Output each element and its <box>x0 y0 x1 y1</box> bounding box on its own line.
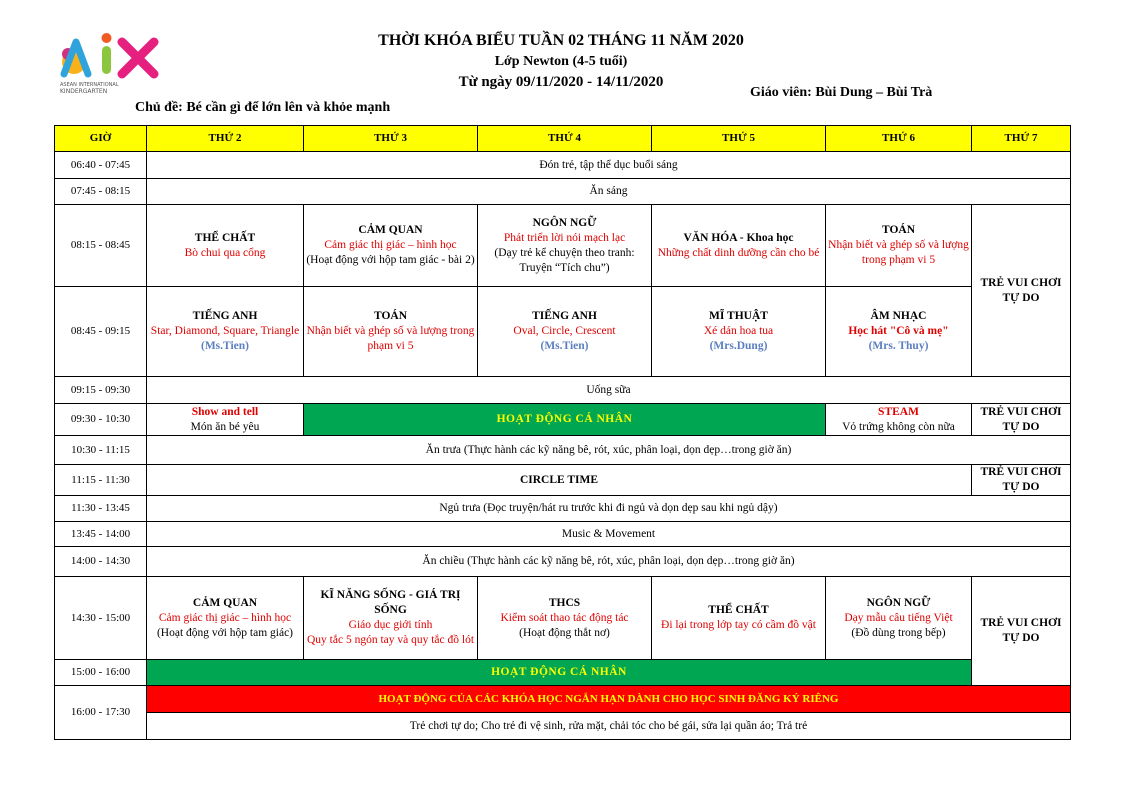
lesson-teacher: (Ms.Tien) <box>540 340 589 352</box>
time-cell: 08:15 - 08:45 <box>55 205 147 287</box>
table-row <box>55 686 1071 713</box>
lesson-topic: Show and tell <box>191 405 259 418</box>
col-mon: THỨ 2 <box>147 126 304 152</box>
col-sat: THỨ 7 <box>972 126 1071 152</box>
lesson-title: NGÔN NGỮ <box>866 596 931 609</box>
topic: Chủ đề: Bé cần gì để lớn lên và khỏe mạnh <box>135 100 391 115</box>
lesson-topic: Học hát "Cô và mẹ" <box>848 325 949 337</box>
table-row <box>55 436 1071 465</box>
circle-time-cell: CIRCLE TIME <box>147 465 972 496</box>
lesson-topic: Bò chui qua cổng <box>184 246 266 259</box>
lesson-cell <box>147 404 304 436</box>
lesson-title: TOÁN <box>881 224 916 236</box>
lesson-note: Vỏ trứng không còn nữa <box>842 420 955 433</box>
lesson-title: NGÔN NGỮ <box>532 216 597 229</box>
lesson-note: (Hoạt động thắt nơ) <box>519 626 610 639</box>
table-row <box>55 522 1071 547</box>
table-row <box>55 287 1071 377</box>
lesson-topic: Những chất dinh dưỡng cần cho bé <box>657 246 820 259</box>
lesson-note: (Đồ dùng trong bếp) <box>851 626 946 639</box>
lesson-title: THCS <box>548 596 581 609</box>
table-row <box>55 547 1071 577</box>
lesson-cell <box>478 287 652 377</box>
lesson-cell <box>147 287 304 377</box>
lesson-teacher: (Mrs. Thuy) <box>868 340 929 352</box>
lesson-topic: Star, Diamond, Square, Triangle <box>150 325 300 337</box>
lesson-cell <box>304 287 478 377</box>
lesson-cell <box>652 287 826 377</box>
lesson-title: MĨ THUẬT <box>709 310 768 322</box>
free-play-cell: TRẺ VUI CHƠI TỰ DO <box>972 577 1071 686</box>
lesson-title: ÂM NHẠC <box>870 310 927 322</box>
time-cell: 13:45 - 14:00 <box>55 522 147 547</box>
time-cell: 11:30 - 13:45 <box>55 496 147 522</box>
col-wed: THỨ 4 <box>478 126 652 152</box>
lesson-title: CẢM QUAN <box>358 224 423 236</box>
lesson-topic: Oval, Circle, Crescent <box>513 325 616 337</box>
table-row <box>55 713 1071 740</box>
col-thu: THỨ 5 <box>652 126 826 152</box>
time-cell: 09:30 - 10:30 <box>55 404 147 436</box>
lesson-cell <box>147 205 304 287</box>
lesson-title: THỂ CHẤT <box>194 231 256 244</box>
lesson-cell <box>304 205 478 287</box>
lesson-cell <box>652 577 826 660</box>
lesson-topic: STEAM <box>878 405 919 418</box>
lesson-cell <box>826 404 972 436</box>
lesson-topic: Đi lại trong lớp tay có cầm đồ vật <box>661 619 816 631</box>
lesson-title: TIẾNG ANH <box>192 310 258 322</box>
lesson-topic: Cảm giác thị giác – hình học <box>158 611 292 624</box>
activity-cell: Uống sữa <box>147 377 1071 404</box>
table-row <box>55 660 1071 686</box>
table-row <box>55 465 1071 496</box>
lesson-title: TIẾNG ANH <box>532 310 597 322</box>
table-row <box>55 179 1071 205</box>
table-row <box>55 152 1071 179</box>
lesson-teacher: (Mrs.Dung) <box>709 340 768 352</box>
short-course-banner: HOẠT ĐỘNG CỦA CÁC KHÓA HỌC NGẮN HẠN DÀNH CHO HỌC SINH ĐĂNG KÝ RIÊNG <box>147 686 1071 713</box>
free-play-cell: TRẺ VUI CHƠI TỰ DO <box>972 205 1071 377</box>
lesson-topic: Nhận biết và ghép số và lượng trong phạm vi 5 <box>306 325 475 352</box>
teacher-names: Giáo viên: Bùi Dung – Bùi Trà <box>750 85 933 100</box>
activity-cell: Ăn chiều (Thực hành các kỹ năng bê, rót, xúc, phân loại, dọn dẹp…trong giờ ăn) <box>147 547 1071 577</box>
lesson-topic: Xé dán hoa tua <box>703 325 774 337</box>
free-play-cell: TRẺ VUI CHƠI TỰ DO <box>972 404 1071 436</box>
lesson-title: CẢM QUAN <box>192 596 258 609</box>
lesson-cell <box>826 287 972 377</box>
logo-subtext-2: KINDERGARTEN <box>60 88 108 95</box>
lesson-topic-2: Quy tắc 5 ngón tay và quy tắc đồ lót <box>306 634 475 646</box>
col-tue: THỨ 3 <box>304 126 478 152</box>
class-name: Lớp Newton (4-5 tuổi) <box>494 54 628 69</box>
time-cell: 09:15 - 09:30 <box>55 377 147 404</box>
individual-activity-banner: HOẠT ĐỘNG CÁ NHÂN <box>147 660 972 686</box>
time-cell: 10:30 - 11:15 <box>55 436 147 465</box>
lesson-title: KĨ NĂNG SỐNG - GIÁ TRỊ SỐNG <box>320 589 461 616</box>
time-cell: 16:00 - 17:30 <box>55 686 147 740</box>
logo-subtext-1: ASEAN INTERNATIONAL <box>60 82 119 88</box>
lesson-topic: Kiểm soát thao tác động tác <box>500 611 629 624</box>
individual-activity-banner: HOẠT ĐỘNG CÁ NHÂN <box>304 404 826 436</box>
lesson-note: (Dạy trẻ kể chuyện theo tranh: Truyện “Tích chu”) <box>494 246 635 274</box>
activity-cell: Trẻ chơi tự do; Cho trẻ đi vệ sinh, rửa mặt, chải tóc cho bé gái, sửa lại quần áo; Trả trẻ <box>147 713 1071 740</box>
activity-cell: Music & Movement <box>147 522 1071 547</box>
col-fri: THỨ 6 <box>826 126 972 152</box>
lesson-topic: Giáo dục giới tính <box>348 619 433 631</box>
lesson-cell <box>478 205 652 287</box>
lesson-note: (Hoạt động với hộp tam giác - bài 2) <box>306 254 475 266</box>
time-cell: 15:00 - 16:00 <box>55 660 147 686</box>
time-cell: 07:45 - 08:15 <box>55 179 147 205</box>
date-range: Từ ngày 09/11/2020 - 14/11/2020 <box>458 74 664 90</box>
lesson-cell <box>147 577 304 660</box>
time-cell: 06:40 - 07:45 <box>55 152 147 179</box>
lesson-teacher: (Ms.Tien) <box>200 340 250 352</box>
time-cell: 14:00 - 14:30 <box>55 547 147 577</box>
lesson-cell <box>304 577 478 660</box>
lesson-cell <box>478 577 652 660</box>
table-row <box>55 577 1071 660</box>
lesson-cell <box>652 205 826 287</box>
table-row <box>55 404 1071 436</box>
table-row <box>55 377 1071 404</box>
header-row <box>55 126 1071 152</box>
table-row <box>55 205 1071 287</box>
lesson-cell <box>826 577 972 660</box>
activity-cell: Đón trẻ, tập thể dục buổi sáng <box>147 152 1071 179</box>
lesson-topic: Phát triển lời nói mạch lạc <box>503 231 626 244</box>
activity-cell: Ăn trưa (Thực hành các kỹ năng bê, rót, xúc, phân loại, dọn dẹp…trong giờ ăn) <box>147 436 1071 465</box>
lesson-topic: Nhận biết và ghép số và lượng trong phạm vi 5 <box>828 239 969 266</box>
activity-cell: Ăn sáng <box>147 179 1071 205</box>
lesson-topic: Cảm giác thị giác – hình học <box>324 239 457 251</box>
activity-cell: Ngủ trưa (Đọc truyện/hát ru trước khi đi ngủ và dọn dẹp sau khi ngủ dậy) <box>147 496 1071 522</box>
col-time: GIỜ <box>55 126 147 152</box>
lesson-title: THỂ CHẤT <box>708 604 769 616</box>
lesson-note: Món ăn bé yêu <box>190 420 260 433</box>
timetable <box>54 125 1071 740</box>
time-cell: 14:30 - 15:00 <box>55 577 147 660</box>
table-row <box>55 496 1071 522</box>
time-cell: 11:15 - 11:30 <box>55 465 147 496</box>
lesson-title: TOÁN <box>373 310 408 322</box>
lesson-topic: Dạy mẫu câu tiếng Việt <box>844 611 953 624</box>
lesson-cell <box>826 205 972 287</box>
time-cell: 08:45 - 09:15 <box>55 287 147 377</box>
lesson-note: (Hoạt động với hộp tam giác) <box>156 626 294 639</box>
lesson-title: VĂN HÓA - Khoa học <box>683 231 794 244</box>
free-play-cell: TRẺ VUI CHƠI TỰ DO <box>972 465 1071 496</box>
page-title: THỜI KHÓA BIỂU TUẦN 02 THÁNG 11 NĂM 2020 <box>378 32 744 49</box>
